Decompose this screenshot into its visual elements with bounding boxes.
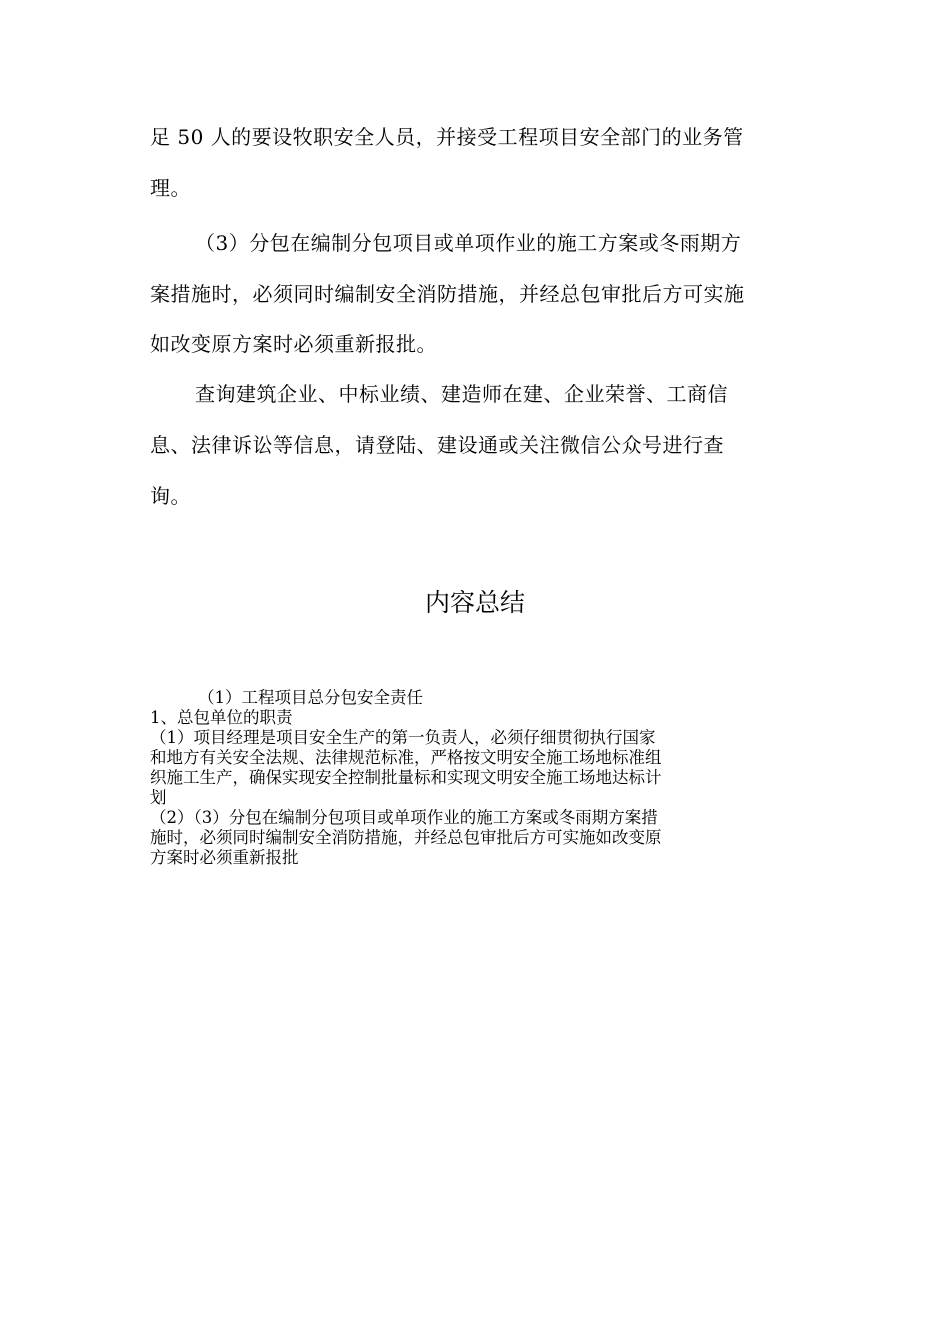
summary-line-2: 1、总包单位的职责 [150, 708, 293, 727]
summary-line-5: 织施工生产，确保实现安全控制批量标和实现文明安全施工场地达标计 [150, 768, 662, 787]
body-line-4: 案措施时，必须同时编制安全消防措施，并经总包审批后方可实施 [150, 282, 745, 306]
body-line-1: 足 50 人的要设牧职安全人员，并接受工程项目安全部门的业务管 [150, 125, 744, 149]
summary-line-7: （2）（3）分包在编制分包项目或单项作业的施工方案或冬雨期方案措 [150, 808, 658, 827]
summary-line-8: 施时，必须同时编制安全消防措施，并经总包审批后方可实施如改变原 [150, 828, 662, 847]
body-line-3: （3）分包在编制分包项目或单项作业的施工方案或冬雨期方 [195, 231, 742, 255]
summary-line-9: 方案时必须重新报批 [150, 848, 299, 867]
summary-line-1: （1）工程项目总分包安全责任 [198, 688, 423, 707]
summary-line-6: 划 [150, 788, 167, 807]
body-line-5: 如改变原方案时必须重新报批。 [150, 332, 437, 356]
body-line-2: 理。 [150, 176, 191, 200]
body-line-6: 查询建筑企业、中标业绩、建造师在建、企业荣誉、工商信 [195, 382, 728, 406]
summary-line-4: 和地方有关安全法规、法律规范标准，严格按文明安全施工场地标准组 [150, 748, 662, 767]
body-line-7: 息、法律诉讼等信息，请登陆、建设通或关注微信公众号进行查 [150, 433, 724, 457]
summary-heading: 内容总结 [424, 588, 525, 617]
summary-line-3: （1）项目经理是项目安全生产的第一负责人，必须仔细贯彻执行国家 [150, 728, 656, 747]
summary-block [150, 688, 810, 868]
body-line-8: 询。 [150, 484, 191, 508]
